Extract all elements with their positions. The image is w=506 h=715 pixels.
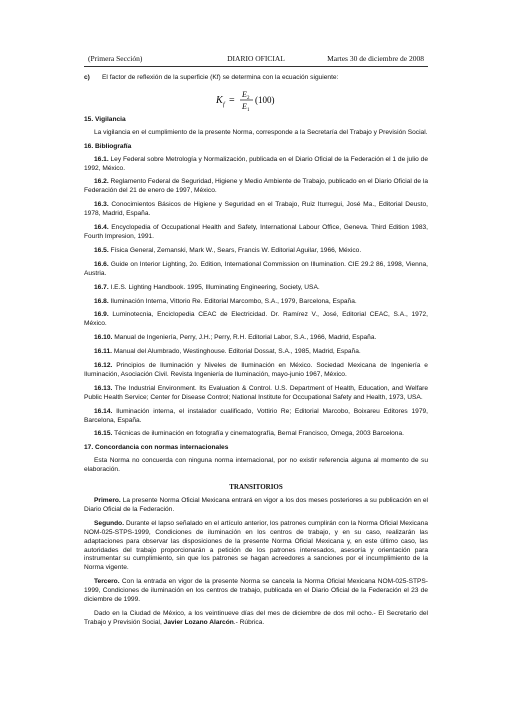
bibliography-item: 16.10. Manual de Ingeniería, Perry, J.H.; Perry, R.H. Editorial Labor, S.A., 1966, Madrid, España. bbox=[94, 334, 377, 342]
section-15-text: La vigilancia en el cumplimiento de la presente Norma, corresponde a la Secretaría del Trabajo y Previsión Social. bbox=[94, 128, 428, 136]
formula-graphic bbox=[216, 88, 296, 112]
header-rule bbox=[84, 66, 428, 67]
section-15-title: 15. Vigilancia bbox=[84, 115, 126, 123]
page-header bbox=[88, 54, 424, 66]
bibliography-item: 16.13. The Industrial Environment. Its Evaluation & Control. U.S. Department of Health, Education, and Welfare Public Health Service; Center for Disease Control; National Institute for Occupational Safety and Health, 1973, USA. bbox=[84, 384, 428, 401]
bibliography-item: 16.4. Encyclopedia of Occupational Health and Safety, International Labour Office, Geneva. Third Edition 1983, Fourth Impresion, 1991. bbox=[84, 224, 428, 240]
bibliography-item: 16.3. Conocimientos Básicos de Higiene y Seguridad en el Trabajo, Ruiz Iturregui, José Ma., Editorial Deusto, 1978, Madrid, España. bbox=[84, 201, 428, 218]
bibliography-item: 16.14. Iluminación interna, el instalador cualificado, Vottirio Re; Editorial Marcobo, Boixareu Editores 1979, Barcelona, España. bbox=[84, 407, 428, 424]
transitorio-primero: Primero. La presente Norma Oficial Mexicana entrará en vigor a los dos meses posteriores a su publicación en el Diario Oficial de la Federación. bbox=[84, 497, 428, 513]
header-section: (Primera Sección) bbox=[88, 54, 143, 63]
reflection-formula bbox=[84, 88, 428, 112]
item-c-text: El factor de reflexión de la superficie (Kf) se determina con la ecuación siguiente: bbox=[102, 74, 339, 81]
section-17-title: 17. Concordancia con normas internacionales bbox=[84, 444, 229, 452]
bibliography-item: 16.6. Guide on Interior Lighting, 2o. Edition, International Commission on Illumination. CIE 29.2 86, 1998, Vienna, Austria. bbox=[84, 260, 428, 277]
bibliography-item: 16.11. Manual del Alumbrado, Westinghouse. Editorial Dossat, S.A., 1985, Madrid, España. bbox=[94, 348, 361, 356]
formula-den-sub: 1 bbox=[247, 107, 250, 112]
bibliography-item: 16.7. I.E.S. Lighting Handbook. 1995, Illuminating Engineering, Society, USA. bbox=[94, 283, 320, 291]
item-c bbox=[84, 74, 428, 83]
section-16-title: 16. Bibliografía bbox=[84, 142, 132, 150]
header-date: Martes 30 de diciembre de 2008 bbox=[327, 54, 424, 63]
document-body bbox=[84, 74, 428, 633]
formula-den: E bbox=[242, 101, 247, 111]
header-publication: DIARIO OFICIAL bbox=[227, 54, 285, 63]
closing-statement: Dado en la Ciudad de México, a los veintinueve días del mes de diciembre de dos mil ocho.- El Secretario del Trabajo y Previsión Social, Javier Lozano Alarcón.- Rúbrica. bbox=[84, 609, 428, 626]
item-c-label: c) bbox=[84, 74, 90, 81]
bibliography-item: 16.15. Técnicas de iluminación en fotografía y cinematografía, Bernal Francisco, Omega, 2003 Barcelona. bbox=[94, 430, 404, 438]
transitorios-title: TRANSITORIOS bbox=[229, 483, 283, 492]
formula-lhs-sub: f bbox=[223, 101, 225, 108]
bibliography-item: 16.2. Reglamento Federal de Seguridad, Higiene y Medio Ambiente de Trabajo, publicado en el Diario Oficial de la Federación del 21 de enero de 1997, México. bbox=[84, 178, 428, 195]
formula-num-sub: 2 bbox=[247, 95, 250, 101]
bibliography-item: 16.8. Iluminación Interna, Vittorio Re. Editorial Marcombo, S.A., 1979, Barcelona, España. bbox=[94, 297, 357, 305]
transitorio-tercero: Tercero. Con la entrada en vigor de la presente Norma se cancela la Norma Oficial Mexicana NOM-025-STPS-1999, Condiciones de iluminación en los centros de trabajo, publicada en el Diario Oficial de la Federación el 23 de diciembre de 1999. bbox=[84, 578, 428, 604]
formula-factor: (100) bbox=[255, 94, 275, 105]
bibliography-item: 16.9. Luminotecnia, Enciclopedia CEAC de Electricidad. Dr. Ramírez V., José, Editorial CEAC, S.A., 1972, México. bbox=[84, 311, 428, 328]
bibliography-item: 16.5. Física General, Zemanski, Mark W., Sears, Francis W. Editorial Aguilar, 1966, México. bbox=[94, 246, 362, 254]
formula-equals: = bbox=[229, 94, 235, 106]
bibliography-list bbox=[84, 156, 428, 440]
signatory-name: Javier Lozano Alarcón bbox=[163, 618, 234, 626]
bibliography-item: 16.12. Principios de Iluminación y Niveles de Iluminación en México. Sociedad Mexicana de Ingeniería e Iluminación, Asociación Civil. Revista Ingeniería de Iluminación, mayo-junio 1967, México. bbox=[84, 362, 428, 378]
formula-lhs: K bbox=[216, 94, 223, 106]
formula-num: E bbox=[242, 89, 247, 99]
bibliography-item: 16.1. Ley Federal sobre Metrología y Normalización, publicada en el Diario Oficial de la Federación el 1 de julio de 1992, México. bbox=[84, 155, 428, 172]
transitorio-segundo: Segundo. Durante el lapso señalado en el artículo anterior, los patrones cumplirán con la Norma Oficial Mexicana NOM-025-STPS-1999, Condiciones de iluminación en los centros de trabajo, y en su caso, realizarán las adaptaciones para observar las disposiciones de la presente Norma Oficial Mexicana y, en este último caso, las autoridades del trabajo proporcionarán a petición de los patrones interesados, asesoría y orientación para instrumentar su cumplimiento, sin que los patrones se hagan acreedores a sanciones por el incumplimiento de la Norma vigente. bbox=[84, 519, 428, 572]
section-17-text: Esta Norma no concuerda con ninguna norma internacional, por no existir referencia alguna al momento de su elaboración. bbox=[84, 457, 428, 474]
